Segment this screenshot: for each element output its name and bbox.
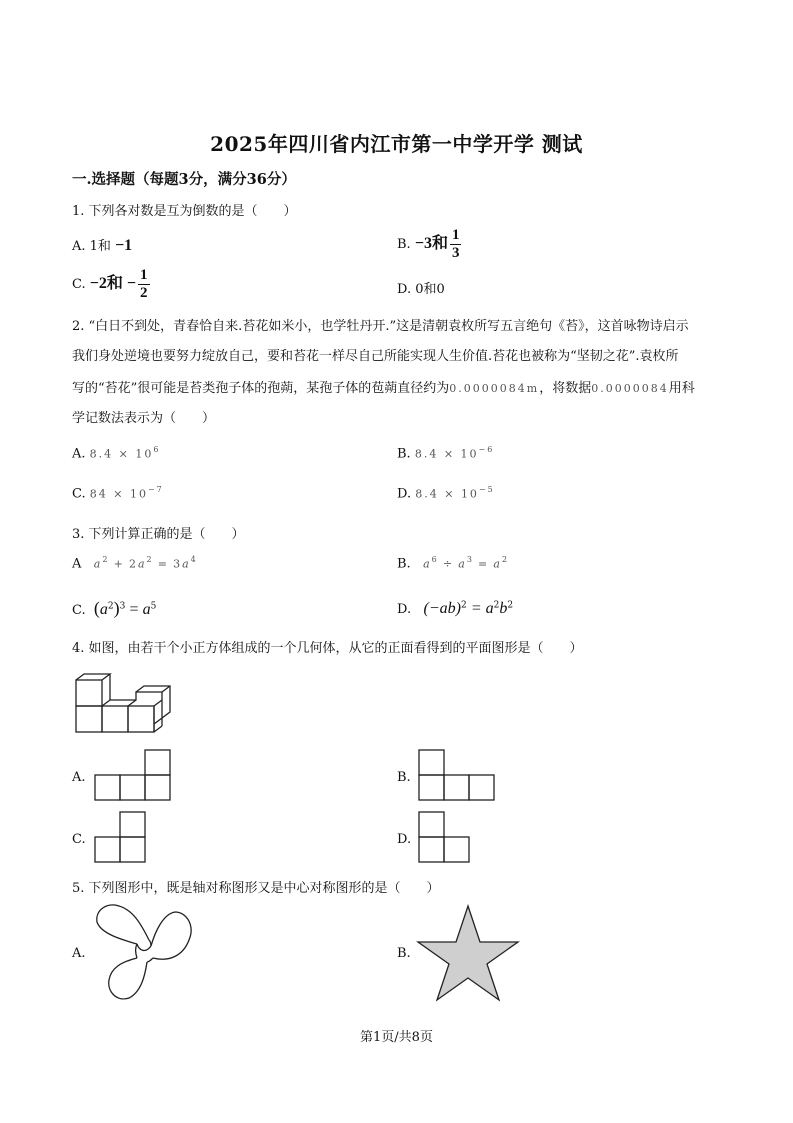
q4-option-c-label: C. — [72, 832, 86, 847]
q1-option-c — [72, 268, 150, 301]
q4-option-b-label: B. — [397, 770, 411, 785]
q3-a-label: A — [72, 556, 82, 572]
q1-option-b — [397, 228, 461, 261]
q3-b-eq: = — [478, 557, 490, 571]
q1-a-label: A. 1和 — [72, 239, 116, 254]
q2-c-base: 84 × 10 — [89, 487, 148, 501]
q2-option-b — [397, 445, 494, 461]
page-title: 2025年四川省内江市第一中学开学 测试 — [210, 132, 583, 156]
q4-option-a-label: A. — [72, 770, 86, 785]
q3-d-exp2: 2 — [493, 600, 500, 611]
q3-d-exp3: 2 — [507, 600, 514, 611]
q2-c-exp: −7 — [147, 485, 164, 494]
q4-solid-figure — [74, 672, 184, 734]
q1-a-value: −1 — [115, 237, 133, 254]
q2-a-base: 8.4 × 10 — [89, 447, 154, 461]
q5-option-b-label: B. — [397, 946, 411, 961]
q2-line-4: 学记数法表示为（ ） — [72, 411, 216, 426]
q2-line-3e: 用科 — [668, 381, 695, 396]
q2-line-3c: ，将数据 — [539, 381, 592, 396]
q1-option-d: D. 0和0 — [397, 282, 445, 297]
q1-option-a — [72, 235, 132, 255]
q3-a-term3: a — [182, 557, 191, 571]
q1-c-label: C. — [72, 277, 90, 292]
q3-option-c — [72, 598, 156, 619]
q1-b-label: B. — [397, 237, 415, 252]
q4-stem: 4. 如图，由若干个小正方体组成的一个几何体，从它的正面看得到的平面图形是（ ） — [72, 641, 583, 656]
q3-c-exp2: 3 — [119, 601, 126, 612]
q3-option-a — [72, 555, 198, 571]
q3-c-eq: = — [129, 601, 139, 618]
q2-line-3a: 写的“苔花”很可能是苔类孢子体的孢蒴，某孢子体的苞蒴直径约为 — [72, 381, 450, 396]
q4-option-d-figure — [418, 811, 470, 863]
q1-stem: 1. 下列各对数是互为倒数的是（ ） — [72, 204, 297, 219]
q3-b-exp2: 3 — [466, 555, 474, 564]
q2-c-label: C. — [72, 486, 90, 502]
q3-a-plus: + — [113, 557, 125, 571]
q3-a-coef: 2 — [128, 557, 138, 571]
q3-d-lhs: (−ab) — [423, 600, 461, 617]
q3-c-exp1: 2 — [107, 601, 114, 612]
q3-b-label: B. — [397, 556, 411, 572]
q3-a-exp3: 4 — [190, 555, 198, 564]
q1-b-value: −3和 — [414, 235, 448, 252]
q2-d-base: 8.4 × 10 — [415, 487, 479, 501]
q2-a-exp: 6 — [153, 445, 161, 454]
section-heading: 一.选择题（每题3分，满分36分） — [72, 171, 296, 188]
q1-c-denominator: 2 — [140, 285, 148, 301]
q3-b-term3: a — [493, 557, 502, 571]
q3-c-label: C. — [72, 603, 86, 618]
q5-option-a-label: A. — [72, 946, 86, 961]
q2-b-base: 8.4 × 10 — [414, 447, 479, 461]
q3-b-term2: a — [458, 557, 467, 571]
q2-line-2: 我们身处逆境也要努力绽放自己，要和苔花一样尽自己所能实现人生价值.苔花也被称为“坚韧之花”.袁枚所 — [72, 349, 679, 364]
q2-d-label: D. — [397, 486, 416, 502]
q3-d-exp1: 2 — [460, 600, 467, 611]
q2-option-a — [72, 445, 160, 461]
q2-line-1: 2. “白日不到处，青春恰自来.苔花如米小，也学牡丹开.”这是清朝袁枚所写五言绝句《苔》，这首咏物诗启示 — [72, 319, 689, 334]
q2-diameter: 0.0000084m — [449, 382, 540, 395]
q4-option-c-figure — [94, 811, 146, 863]
q2-option-c — [72, 485, 164, 501]
q3-b-div: ÷ — [442, 557, 455, 571]
q1-c-numerator: 1 — [140, 267, 148, 283]
q3-b-exp3: 2 — [501, 555, 510, 564]
q2-number: 0.0000084 — [591, 382, 669, 395]
q3-c-open: ( — [93, 598, 100, 618]
q2-option-d — [397, 485, 495, 501]
q4-option-a-figure — [94, 749, 172, 801]
q3-stem: 3. 下列计算正确的是（ ） — [72, 527, 245, 542]
q3-a-eq: = — [157, 557, 169, 571]
q1-b-numerator: 1 — [451, 227, 460, 243]
q3-d-b: b — [499, 600, 508, 617]
q2-line-3 — [72, 377, 695, 396]
q1-b-fraction — [450, 228, 462, 261]
q1-c-value: −2和 − — [89, 275, 136, 292]
q3-a-term1: a — [93, 557, 103, 571]
q2-b-exp: −6 — [478, 445, 495, 454]
q3-c-close: ) — [113, 598, 120, 618]
q3-a-exp2: 2 — [146, 555, 154, 564]
q3-a-term2: a — [137, 557, 147, 571]
q3-option-d — [397, 600, 513, 618]
star-shape — [418, 906, 518, 1000]
q5-stem: 5. 下列图形中，既是轴对称图形又是中心对称图形的是（ ） — [72, 881, 440, 896]
q3-b-term1: a — [423, 557, 432, 571]
q5-propeller-figure — [93, 900, 195, 1004]
q3-c-var2: a — [142, 601, 151, 618]
q4-option-b-figure — [418, 749, 496, 801]
q3-option-b — [397, 555, 509, 571]
q4-option-d-label: D. — [397, 832, 412, 847]
q3-a-coef2: 3 — [173, 557, 183, 571]
q3-d-rhs: = a — [470, 600, 494, 617]
q2-d-exp: −5 — [478, 485, 495, 494]
q1-b-denominator: 3 — [451, 245, 460, 261]
q3-b-exp1: 6 — [431, 555, 439, 564]
q3-c-var1: a — [99, 601, 108, 618]
q2-a-label: A. — [72, 446, 90, 462]
page-footer: 第1页/共8页 — [360, 1030, 433, 1045]
q1-c-fraction — [138, 268, 150, 301]
q3-d-label: D. — [397, 602, 412, 617]
q3-c-exp3: 5 — [150, 601, 157, 612]
q2-b-label: B. — [397, 446, 415, 462]
q3-a-exp1: 2 — [102, 555, 110, 564]
q5-star-figure — [416, 904, 520, 1002]
